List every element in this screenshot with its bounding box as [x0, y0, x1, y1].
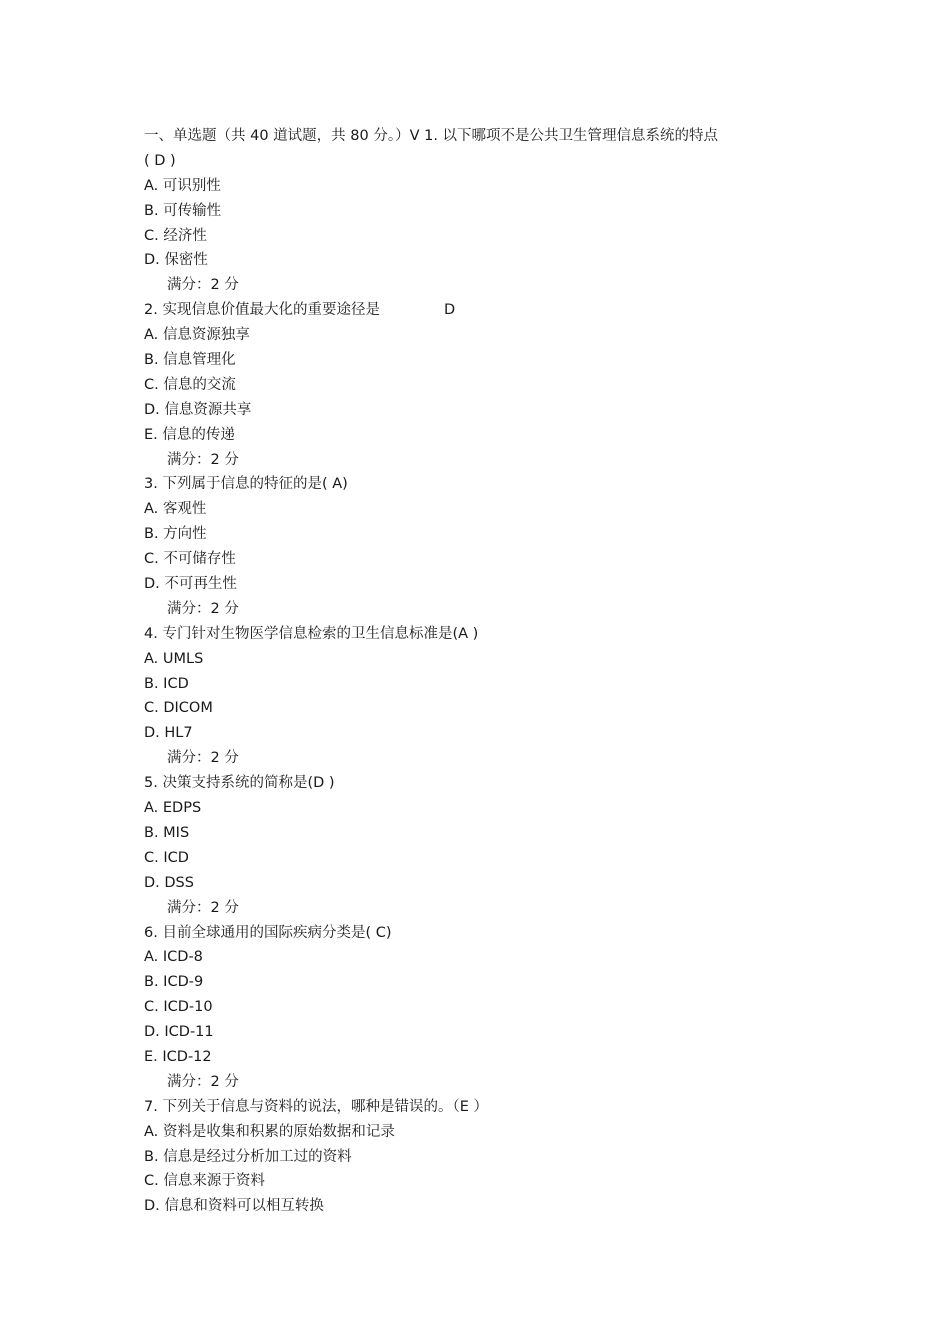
question-2-option-e: E. 信息的传递	[144, 426, 235, 443]
question-1-option-d: D. 保密性	[144, 252, 208, 269]
question-2-score: 满分：2 分	[167, 451, 239, 468]
question-1-option-b: B. 可传输性	[144, 202, 222, 219]
question-2-option-a: A. 信息资源独享	[144, 327, 250, 344]
question-3-option-a: A. 客观性	[144, 501, 207, 518]
question-2-option-d: D. 信息资源共享	[144, 401, 252, 418]
question-6-option-a: A. ICD-8	[144, 949, 203, 966]
question-6-option-b: B. ICD-9	[144, 974, 204, 991]
question-2-stem: 2. 实现信息价值最大化的重要途径是	[144, 302, 380, 319]
question-4-option-a: A. UMLS	[144, 650, 204, 667]
question-4-option-b: B. ICD	[144, 675, 189, 692]
question-7-stem: 7. 下列关于信息与资料的说法，哪种是错误的。（E ）	[144, 1098, 488, 1115]
question-7-option-a: A. 资料是收集和积累的原始数据和记录	[144, 1123, 395, 1140]
question-3-option-b: B. 方向性	[144, 526, 207, 543]
question-1-answer: ( D )	[144, 152, 176, 169]
question-list	[144, 124, 824, 1219]
question-6-option-d: D. ICD-11	[144, 1024, 214, 1041]
question-4-stem: 4. 专门针对生物医学信息检索的卫生信息标准是(A )	[144, 625, 479, 642]
question-5-option-a: A. EDPS	[144, 800, 202, 817]
question-4-score: 满分：2 分	[167, 750, 239, 767]
question-6-option-e: E. ICD-12	[144, 1048, 212, 1065]
question-7-option-d: D. 信息和资料可以相互转换	[144, 1198, 324, 1215]
question-4-option-d: D. HL7	[144, 725, 193, 742]
question-5-stem: 5. 决策支持系统的简称是(D )	[144, 775, 335, 792]
question-5-option-b: B. MIS	[144, 824, 190, 841]
question-7-option-b: B. 信息是经过分析加工过的资料	[144, 1148, 352, 1165]
question-6-option-c: C. ICD-10	[144, 999, 213, 1016]
question-4-option-c: C. DICOM	[144, 700, 213, 717]
question-2-answer: D	[443, 302, 456, 319]
question-5-option-c: C. ICD	[144, 849, 189, 866]
question-1-option-c: C. 经济性	[144, 227, 207, 244]
question-3-score: 满分：2 分	[167, 600, 239, 617]
question-6-score: 满分：2 分	[167, 1073, 239, 1090]
question-3-option-c: C. 不可储存性	[144, 551, 236, 568]
question-7-option-c: C. 信息来源于资料	[144, 1173, 265, 1190]
question-1-option-a: A. 可识别性	[144, 177, 221, 194]
question-2-stem-row	[144, 298, 824, 323]
question-6-stem: 6. 目前全球通用的国际疾病分类是( C)	[144, 924, 392, 941]
question-3-stem: 3. 下列属于信息的特征的是( A)	[144, 476, 348, 493]
question-1-score: 满分：2 分	[167, 277, 239, 294]
question-5-option-d: D. DSS	[144, 874, 194, 891]
question-5-score: 满分：2 分	[167, 899, 239, 916]
question-2-option-b: B. 信息管理化	[144, 352, 236, 369]
question-3-option-d: D. 不可再生性	[144, 576, 237, 593]
section-header: 一、单选题（共 40 道试题，共 80 分。）V 1. 以下哪项不是公共卫生管理信息系统的特点	[144, 128, 719, 144]
question-2-option-c: C. 信息的交流	[144, 376, 236, 393]
